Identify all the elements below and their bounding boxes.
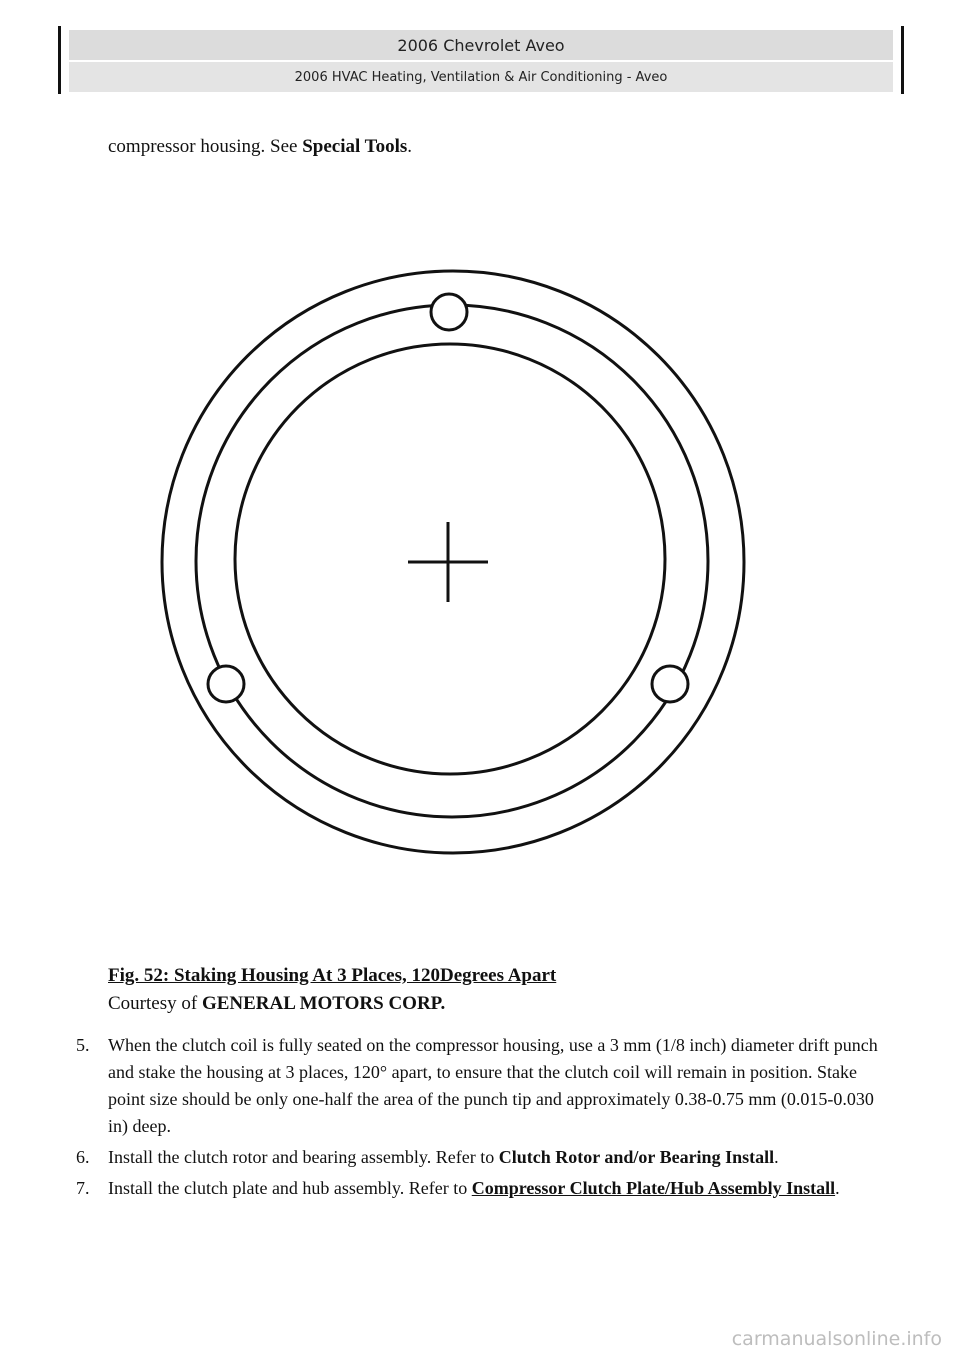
staking-diagram (140, 260, 760, 940)
step-7: 7. Install the clutch plate and hub assembly. Refer to Compressor Clutch Plate/Hub Assembly Install. (76, 1178, 840, 1198)
watermark: carmanualsonline.info (731, 1328, 942, 1350)
inner-ring (235, 344, 665, 774)
header-title: 2006 Chevrolet Aveo (69, 30, 893, 60)
header-subtitle: 2006 HVAC Heating, Ventilation & Air Conditioning - Aveo (69, 62, 893, 92)
step-5: 5. When the clutch coil is fully seated on the compressor housing, use a 3 mm (1/8 inch) diameter drift punch and stake the housing at 3 places, 120° apart, to ensure that the clutch coil will remain in position. Stake point size should be only one-half the area of the punch tip and approximately 0.38-0.75 mm (0.015-0.030 in) deep. (76, 1035, 878, 1136)
procedure-steps (68, 1032, 888, 1206)
page-header (58, 26, 904, 94)
intro-text: compressor housing. See Special Tools. (108, 136, 413, 157)
clutch-rotor-link[interactable]: Clutch Rotor and/or Bearing Install (498, 1147, 775, 1167)
figure-caption (108, 962, 556, 1018)
special-tools-ref: Special Tools (302, 136, 408, 157)
step-6: 6. Install the clutch rotor and bearing assembly. Refer to Clutch Rotor and/or Bearing Install. (76, 1147, 779, 1167)
figure-courtesy: Courtesy of GENERAL MOTORS CORP. (108, 993, 446, 1014)
stake-point-left (208, 666, 244, 702)
figure-title[interactable]: Fig. 52: Staking Housing At 3 Places, 120Degrees Apart (108, 965, 557, 986)
clutch-plate-hub-link[interactable]: Compressor Clutch Plate/Hub Assembly Install (471, 1178, 836, 1198)
stake-point-right (652, 666, 688, 702)
stake-point-top (431, 294, 467, 330)
